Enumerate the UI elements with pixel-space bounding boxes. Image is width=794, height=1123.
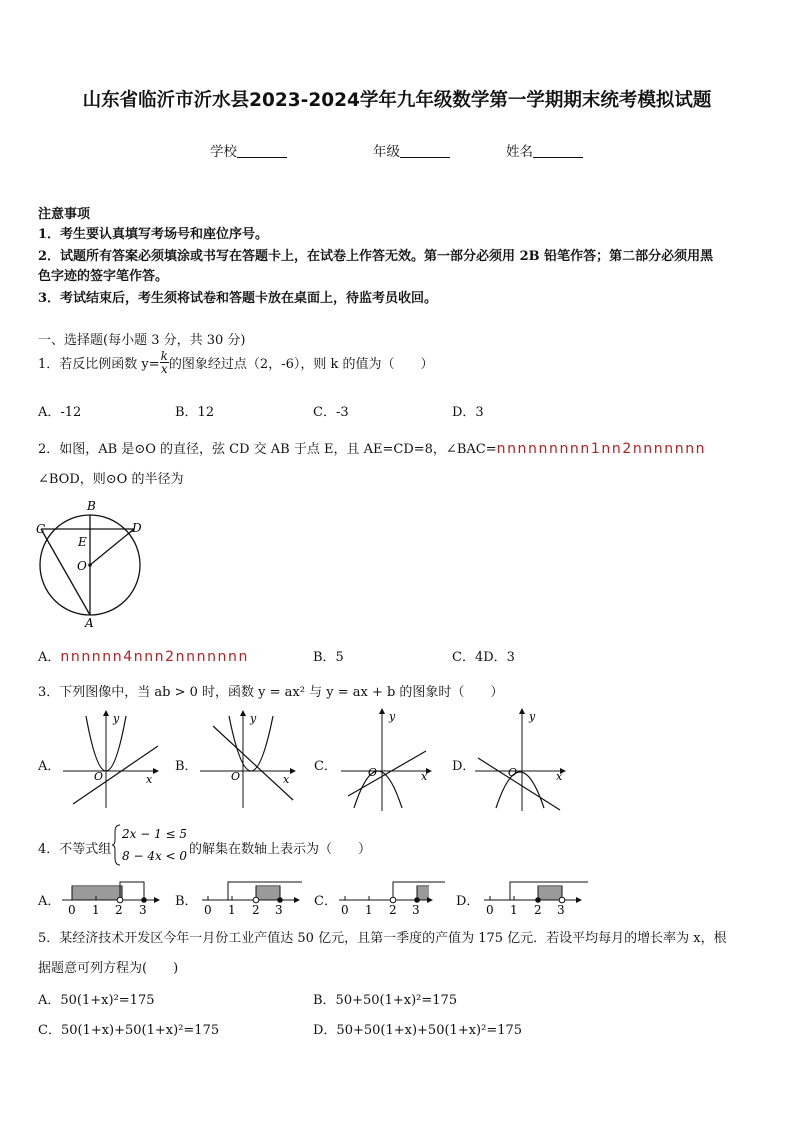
school-label: 学校 [210, 144, 237, 160]
name-blank[interactable] [533, 143, 583, 158]
name-field[interactable] [506, 140, 583, 160]
q4a-tick-0: 0 [68, 903, 76, 916]
q1-option-a[interactable]: A．-12 [38, 405, 82, 420]
label-o: O [77, 559, 87, 573]
q3d-y-label: y [529, 710, 536, 723]
q3c-origin-label: O [368, 766, 378, 779]
q4d-tick-0: 0 [486, 903, 494, 916]
q3-graph-a [58, 708, 168, 813]
circle-diagram [30, 495, 150, 630]
q4-numberline-a [58, 878, 168, 916]
q4c-tick-2: 2 [389, 903, 397, 916]
q3a-origin-label: O [94, 770, 104, 783]
q3b-x-label: x [283, 773, 290, 786]
q3a-x-label: x [146, 773, 153, 786]
q4c-tick-3: 3 [412, 903, 420, 916]
q4-option-b[interactable]: B． [175, 894, 198, 909]
q1-option-d[interactable]: D．3 [452, 405, 484, 420]
q4-numberline-d [480, 878, 592, 916]
q3d-x-label: x [556, 770, 563, 783]
label-b: B [87, 499, 96, 513]
question-5-line2: 据题意可列方程为( ) [38, 961, 179, 976]
q4-ineq-2: 8 − 4x < 0 [122, 849, 188, 863]
q2-option-cd[interactable]: C．4D．3 [452, 650, 515, 665]
q2-option-b[interactable]: B．5 [313, 650, 344, 665]
grade-blank[interactable] [400, 143, 450, 158]
q3-graph-d [470, 706, 580, 816]
q4-option-c[interactable]: C． [314, 894, 337, 909]
q3-option-d[interactable]: D． [452, 759, 476, 774]
q4-suffix: 的解集在数轴上表示为（ ） [189, 842, 372, 857]
q1-option-b[interactable]: B．12 [175, 405, 215, 420]
q4-option-a[interactable]: A． [38, 894, 61, 909]
question-2-line2: ∠BOD，则⊙O 的半径为 [38, 472, 184, 487]
q3c-y-label: y [389, 710, 396, 723]
label-a: A [85, 616, 94, 630]
notice-item-2: 2．试题所有答案必须填涂或书写在答题卡上，在试卷上作答无效。第一部分必须用 2B 铅笔作答；第二部分必须用黑 [38, 249, 714, 264]
school-field[interactable] [210, 140, 287, 160]
question-2-line1 [38, 438, 706, 457]
notice-item-3: 3．考试结束后，考生须将试卷和答题卡放在桌面上，待监考员收回。 [38, 291, 438, 306]
q4-system-brace [112, 822, 192, 868]
q3-option-b[interactable]: B． [175, 759, 198, 774]
q1-prefix: 1．若反比例函数 y= [38, 357, 160, 372]
q1-fraction [160, 350, 169, 375]
q4d-tick-2: 2 [534, 903, 542, 916]
question-5-line1: 5．某经济技术开发区今年一月份工业产值达 50 亿元，且第一季度的产值为 175 亿元．若设平均每月的增长率为 x，根 [38, 931, 727, 946]
q4-numberline-c [335, 878, 445, 916]
label-c: C [36, 522, 46, 536]
q3-option-c[interactable]: C． [314, 759, 337, 774]
q2-option-a-garbled: nnnnnn4nnn2nnnnnnn [60, 649, 249, 665]
q2-option-a[interactable] [38, 646, 249, 665]
q5-option-b[interactable]: B．50+50(1+x)²=175 [313, 993, 458, 1008]
q4c-tick-0: 0 [341, 903, 349, 916]
q4-option-d[interactable]: D． [456, 894, 480, 909]
q5-option-a[interactable]: A．50(1+x)²=175 [38, 993, 155, 1008]
q1-frac-num: k [160, 349, 168, 363]
q4d-tick-3: 3 [557, 903, 565, 916]
q2-option-a-prefix: A． [38, 650, 61, 665]
q3-graph-c [336, 706, 446, 816]
q4-prefix: 4．不等式组 [38, 842, 112, 857]
label-e: E [78, 535, 87, 549]
q4b-tick-1: 1 [228, 903, 236, 916]
notice-item-2-cont: 色字迹的签字笔作答。 [38, 269, 169, 284]
q2-garbled-text: nnnnnnnnn1nn2nnnnnnn [496, 441, 707, 457]
q3-graph-b [195, 708, 305, 813]
q3c-x-label: x [421, 770, 428, 783]
question-3: 3．下列图像中，当 ab > 0 时，函数 y = ax² 与 y = ax + b 的图象时（ ） [38, 685, 504, 700]
q3d-origin-label: O [508, 766, 518, 779]
q5-option-c[interactable]: C．50(1+x)+50(1+x)²=175 [38, 1023, 220, 1038]
q4a-tick-3: 3 [139, 903, 147, 916]
notice-item-1: 1．考生要认真填写考场号和座位序号。 [38, 227, 269, 242]
label-d: D [132, 521, 142, 535]
q4-numberline-b [198, 878, 308, 916]
grade-field[interactable] [373, 140, 450, 160]
q3b-y-label: y [250, 712, 257, 725]
q5-option-d[interactable]: D．50+50(1+x)+50(1+x)²=175 [313, 1023, 523, 1038]
name-label: 姓名 [506, 144, 533, 160]
q4a-tick-1: 1 [92, 903, 100, 916]
q1-frac-den: x [160, 362, 168, 376]
q4b-tick-0: 0 [204, 903, 212, 916]
q3-option-a[interactable]: A． [38, 759, 61, 774]
q2-text: 2．如图，AB 是⊙O 的直径，弦 CD 交 AB 于点 E，且 AE=CD=8，∠BAC= [38, 442, 497, 457]
q3b-origin-label: O [231, 770, 241, 783]
notice-heading: 注意事项 [38, 207, 91, 222]
q4-ineq-1: 2x − 1 ≤ 5 [122, 827, 188, 841]
q4a-tick-2: 2 [115, 903, 123, 916]
question-1 [38, 350, 434, 375]
grade-label: 年级 [373, 144, 400, 160]
q3a-y-label: y [113, 712, 120, 725]
q4c-tick-1: 1 [365, 903, 373, 916]
q4d-tick-1: 1 [510, 903, 518, 916]
q4b-tick-3: 3 [275, 903, 283, 916]
section-heading: 一、选择题(每小题 3 分，共 30 分) [38, 333, 246, 348]
school-blank[interactable] [237, 143, 287, 158]
q4b-tick-2: 2 [252, 903, 260, 916]
q1-option-c[interactable]: C．-3 [313, 405, 349, 420]
page-title: 山东省临沂市沂水县2023-2024学年九年级数学第一学期期末统考模拟试题 [82, 90, 712, 111]
q1-suffix: 的图象经过点（2，-6），则 k 的值为（ ） [168, 357, 434, 372]
